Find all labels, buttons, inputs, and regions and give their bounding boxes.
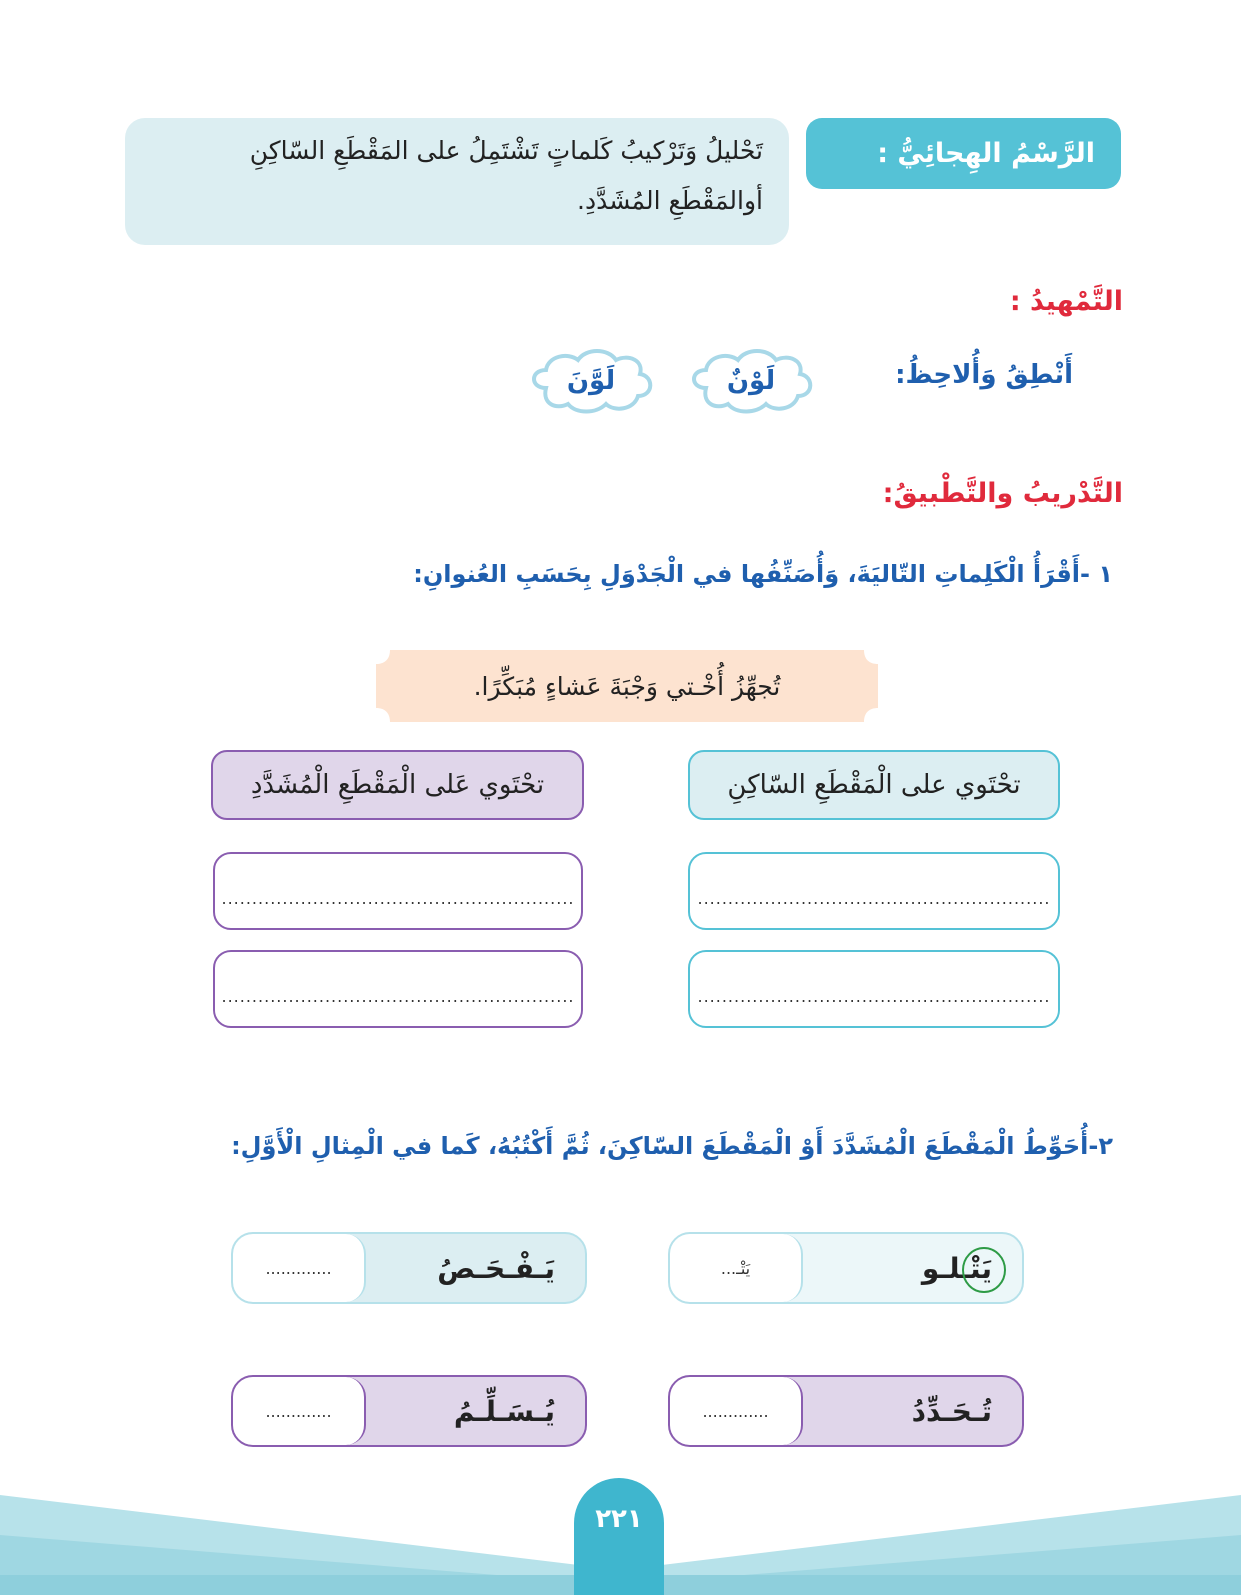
circle-mark-icon [960, 1245, 1008, 1295]
page-number: ٢٢١ [574, 1478, 664, 1595]
word-banner [376, 650, 878, 722]
practice-heading: التَّدْريبُ والتَّطْبيقُ: [882, 478, 1123, 509]
syllable-answer-1[interactable]: ...يَتْـ [670, 1234, 803, 1302]
word-banner-sentence: تُجهِّزُ أُخْـتي وَجْبَةَ عَشاءٍ مُبَكِّرًا. [473, 671, 781, 701]
syllable-answer-3[interactable]: ............. [670, 1377, 803, 1445]
answer-field-mushaddad-1[interactable]: .......................................................... [213, 852, 583, 930]
syllable-word-3: تُـحَـدِّدُ [911, 1394, 992, 1428]
cloud-word-2: لَوَّنَ [526, 346, 656, 416]
syllable-pill-2 [231, 1232, 587, 1304]
syllable-pill-4 [231, 1375, 587, 1447]
column-header-mushaddad: تحْتَوي عَلى الْمَقْطَعِ الْمُشَدَّدِ [211, 750, 584, 820]
lesson-description-line-1: تَحْليلُ وَتَرْكيبُ كَلماتٍ تَشْتَمِلُ على المَقْطَعِ السّاكِنِ [249, 136, 763, 165]
intro-instruction: أَنْطِقُ وَأُلاحِظُ: [895, 360, 1073, 390]
syllable-answer-4[interactable]: ............. [233, 1377, 366, 1445]
column-header-sakin: تحْتَوي على الْمَقْطَعِ السّاكِنِ [688, 750, 1060, 820]
syllable-word-1: يَتْـلـو [921, 1251, 992, 1285]
lesson-title: الرَّسْمُ الهِجائِيُّ : [877, 138, 1095, 169]
intro-heading: التَّمْهيدُ : [1009, 286, 1123, 317]
syllable-word-4: يُـسَـلِّـمُ [453, 1394, 555, 1428]
syllable-answer-2[interactable]: ............. [233, 1234, 366, 1302]
answer-field-mushaddad-2[interactable]: .......................................................... [213, 950, 583, 1028]
syllable-word-2: يَـفْـحَـصُ [437, 1251, 555, 1285]
syllable-pill-3 [668, 1375, 1024, 1447]
cloud-word-1: لَوْنٌ [686, 346, 816, 416]
question-1: ١ -أَقْرَأُ الْكَلِماتِ التّاليَةَ، وَأُصَنِّفُها في الْجَدْوَلِ بِحَسَبِ العُنوانِ: [413, 560, 1113, 588]
syllable-pill-1 [668, 1232, 1024, 1304]
answer-field-sakin-2[interactable]: .......................................................... [688, 950, 1060, 1028]
question-2: ٢-أُحَوِّطُ الْمَقْطَعَ الْمُشَدَّدَ أَوْ الْمَقْطَعَ السّاكِنَ، ثُمَّ أَكْتُبُهُ، كَما في الْمِثالِ الْأَوَّلِ: [231, 1132, 1113, 1160]
lesson-description [125, 118, 789, 245]
lesson-title-badge [806, 118, 1121, 189]
answer-field-sakin-1[interactable]: .......................................................... [688, 852, 1060, 930]
lesson-description-line-2: أوالمَقْطَعِ المُشَدَّدِ. [577, 186, 763, 215]
